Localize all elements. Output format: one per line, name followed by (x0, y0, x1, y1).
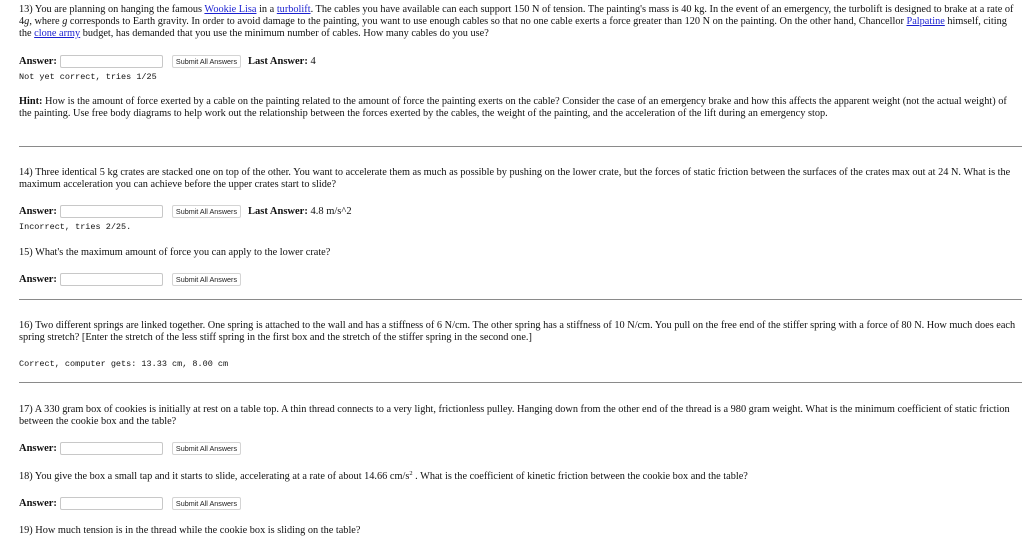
question-16-text: 16) Two different springs are linked together. One spring is attached to the wall and has a stiffness of 6 N/cm. The other spring has a stiffness of 10 N/cm. You pull on the free end of the stiffer spring with a force of 80 N. How much does each spring stretch? [Enter the stretch of the less stiff spring in the first box and the stretch of the stiffer spring in the second one.] (19, 320, 1016, 343)
answer-input-18[interactable] (60, 497, 163, 510)
submit-all-answers-button[interactable]: Submit All Answers (172, 497, 241, 510)
submit-all-answers-button[interactable]: Submit All Answers (172, 55, 241, 68)
question-13 (19, 4, 1019, 40)
answer-input-13[interactable] (60, 55, 163, 68)
question-19 (19, 525, 1019, 537)
question-13-text: 13) You are planning on hanging the famous Wookie Lisa in a turbolift. The cables you have available can each support 150 N of tension. The painting's mass is 40 kg. In the event of an emergency, the turbolift is designed to brake at a rate of 4g, where g corresponds to Earth gravity. In order to avoid damage to the painting, you want to use enough cables so that no one cable exerts a force greater than 120 N on the painting. On the other hand, Chancellor Palpatine himself, citing the clone army budget, has demanded that you use the minimum number of cables. How many cables do you use? (19, 4, 1014, 39)
hint-13 (19, 96, 1019, 120)
answer-label: Answer: (19, 443, 57, 454)
answer-label: Answer: (19, 206, 57, 217)
answer-row-13 (19, 54, 316, 69)
question-19-text: 19) How much tension is in the thread while the cookie box is sliding on the table? (19, 525, 361, 536)
question-14 (19, 167, 1019, 191)
answer-label: Answer: (19, 56, 57, 67)
last-answer-13: Last Answer: 4 (248, 56, 316, 67)
answer-input-17[interactable] (60, 442, 163, 455)
question-16 (19, 320, 1019, 344)
link-palpatine[interactable]: Palpatine (906, 16, 945, 27)
status-14: Incorrect, tries 2/25. (19, 222, 132, 232)
answer-row-14 (19, 204, 352, 219)
status-13: Not yet correct, tries 1/25 (19, 72, 157, 82)
last-answer-14: Last Answer: 4.8 m/s^2 (248, 206, 352, 217)
question-17 (19, 404, 1019, 428)
submit-all-answers-button[interactable]: Submit All Answers (172, 273, 241, 286)
question-18 (19, 471, 1019, 483)
answer-row-18 (19, 496, 241, 511)
link-clone-army[interactable]: clone army (34, 28, 81, 39)
answer-input-14[interactable] (60, 205, 163, 218)
answer-label: Answer: (19, 498, 57, 509)
question-17-text: 17) A 330 gram box of cookies is initially at rest on a table top. A thin thread connects to a very light, frictionless pulley. Hanging down from the other end of the thread is a 980 gram weight. What is the minimum coefficient of static friction between the cookie box and the table? (19, 404, 1010, 427)
submit-all-answers-button[interactable]: Submit All Answers (172, 205, 241, 218)
submit-all-answers-button[interactable]: Submit All Answers (172, 442, 241, 455)
hint-text: Hint: How is the amount of force exerted by a cable on the painting related to the amount of force the painting exerts on the cable? Consider the case of an emergency brake and how this affects the apparent weight (not the actual weight) of the painting. Use free body diagrams to help work out the relationship between the forces exerted by the cables, the weight of the painting, and the acceleration of the lift during an emergency stop. (19, 96, 1007, 119)
divider (19, 146, 1022, 147)
answer-input-15[interactable] (60, 273, 163, 286)
divider (19, 299, 1022, 300)
answer-row-17 (19, 441, 241, 456)
status-16: Correct, computer gets: 13.33 cm, 8.00 cm (19, 359, 229, 369)
divider (19, 382, 1022, 383)
answer-label: Answer: (19, 274, 57, 285)
answer-row-15 (19, 272, 241, 287)
question-15-text: 15) What's the maximum amount of force you can apply to the lower crate? (19, 247, 331, 258)
question-14-text: 14) Three identical 5 kg crates are stacked one on top of the other. You want to accelerate them as much as possible by pushing on the lower crate, but the forces of static friction between the surfaces of the crates max out at 24 N. What is the maximum acceleration you can achieve before the upper crates start to slide? (19, 167, 1011, 190)
link-wookie-lisa[interactable]: Wookie Lisa (204, 4, 257, 15)
question-18-text: 18) You give the box a small tap and it starts to slide, accelerating at a rate of about 14.66 $cm/s^2$ . What is the coefficient of kinetic friction between the cookie box and the table? (19, 470, 748, 482)
question-15 (19, 247, 1019, 259)
link-turbolift[interactable]: turbolift (276, 4, 311, 15)
